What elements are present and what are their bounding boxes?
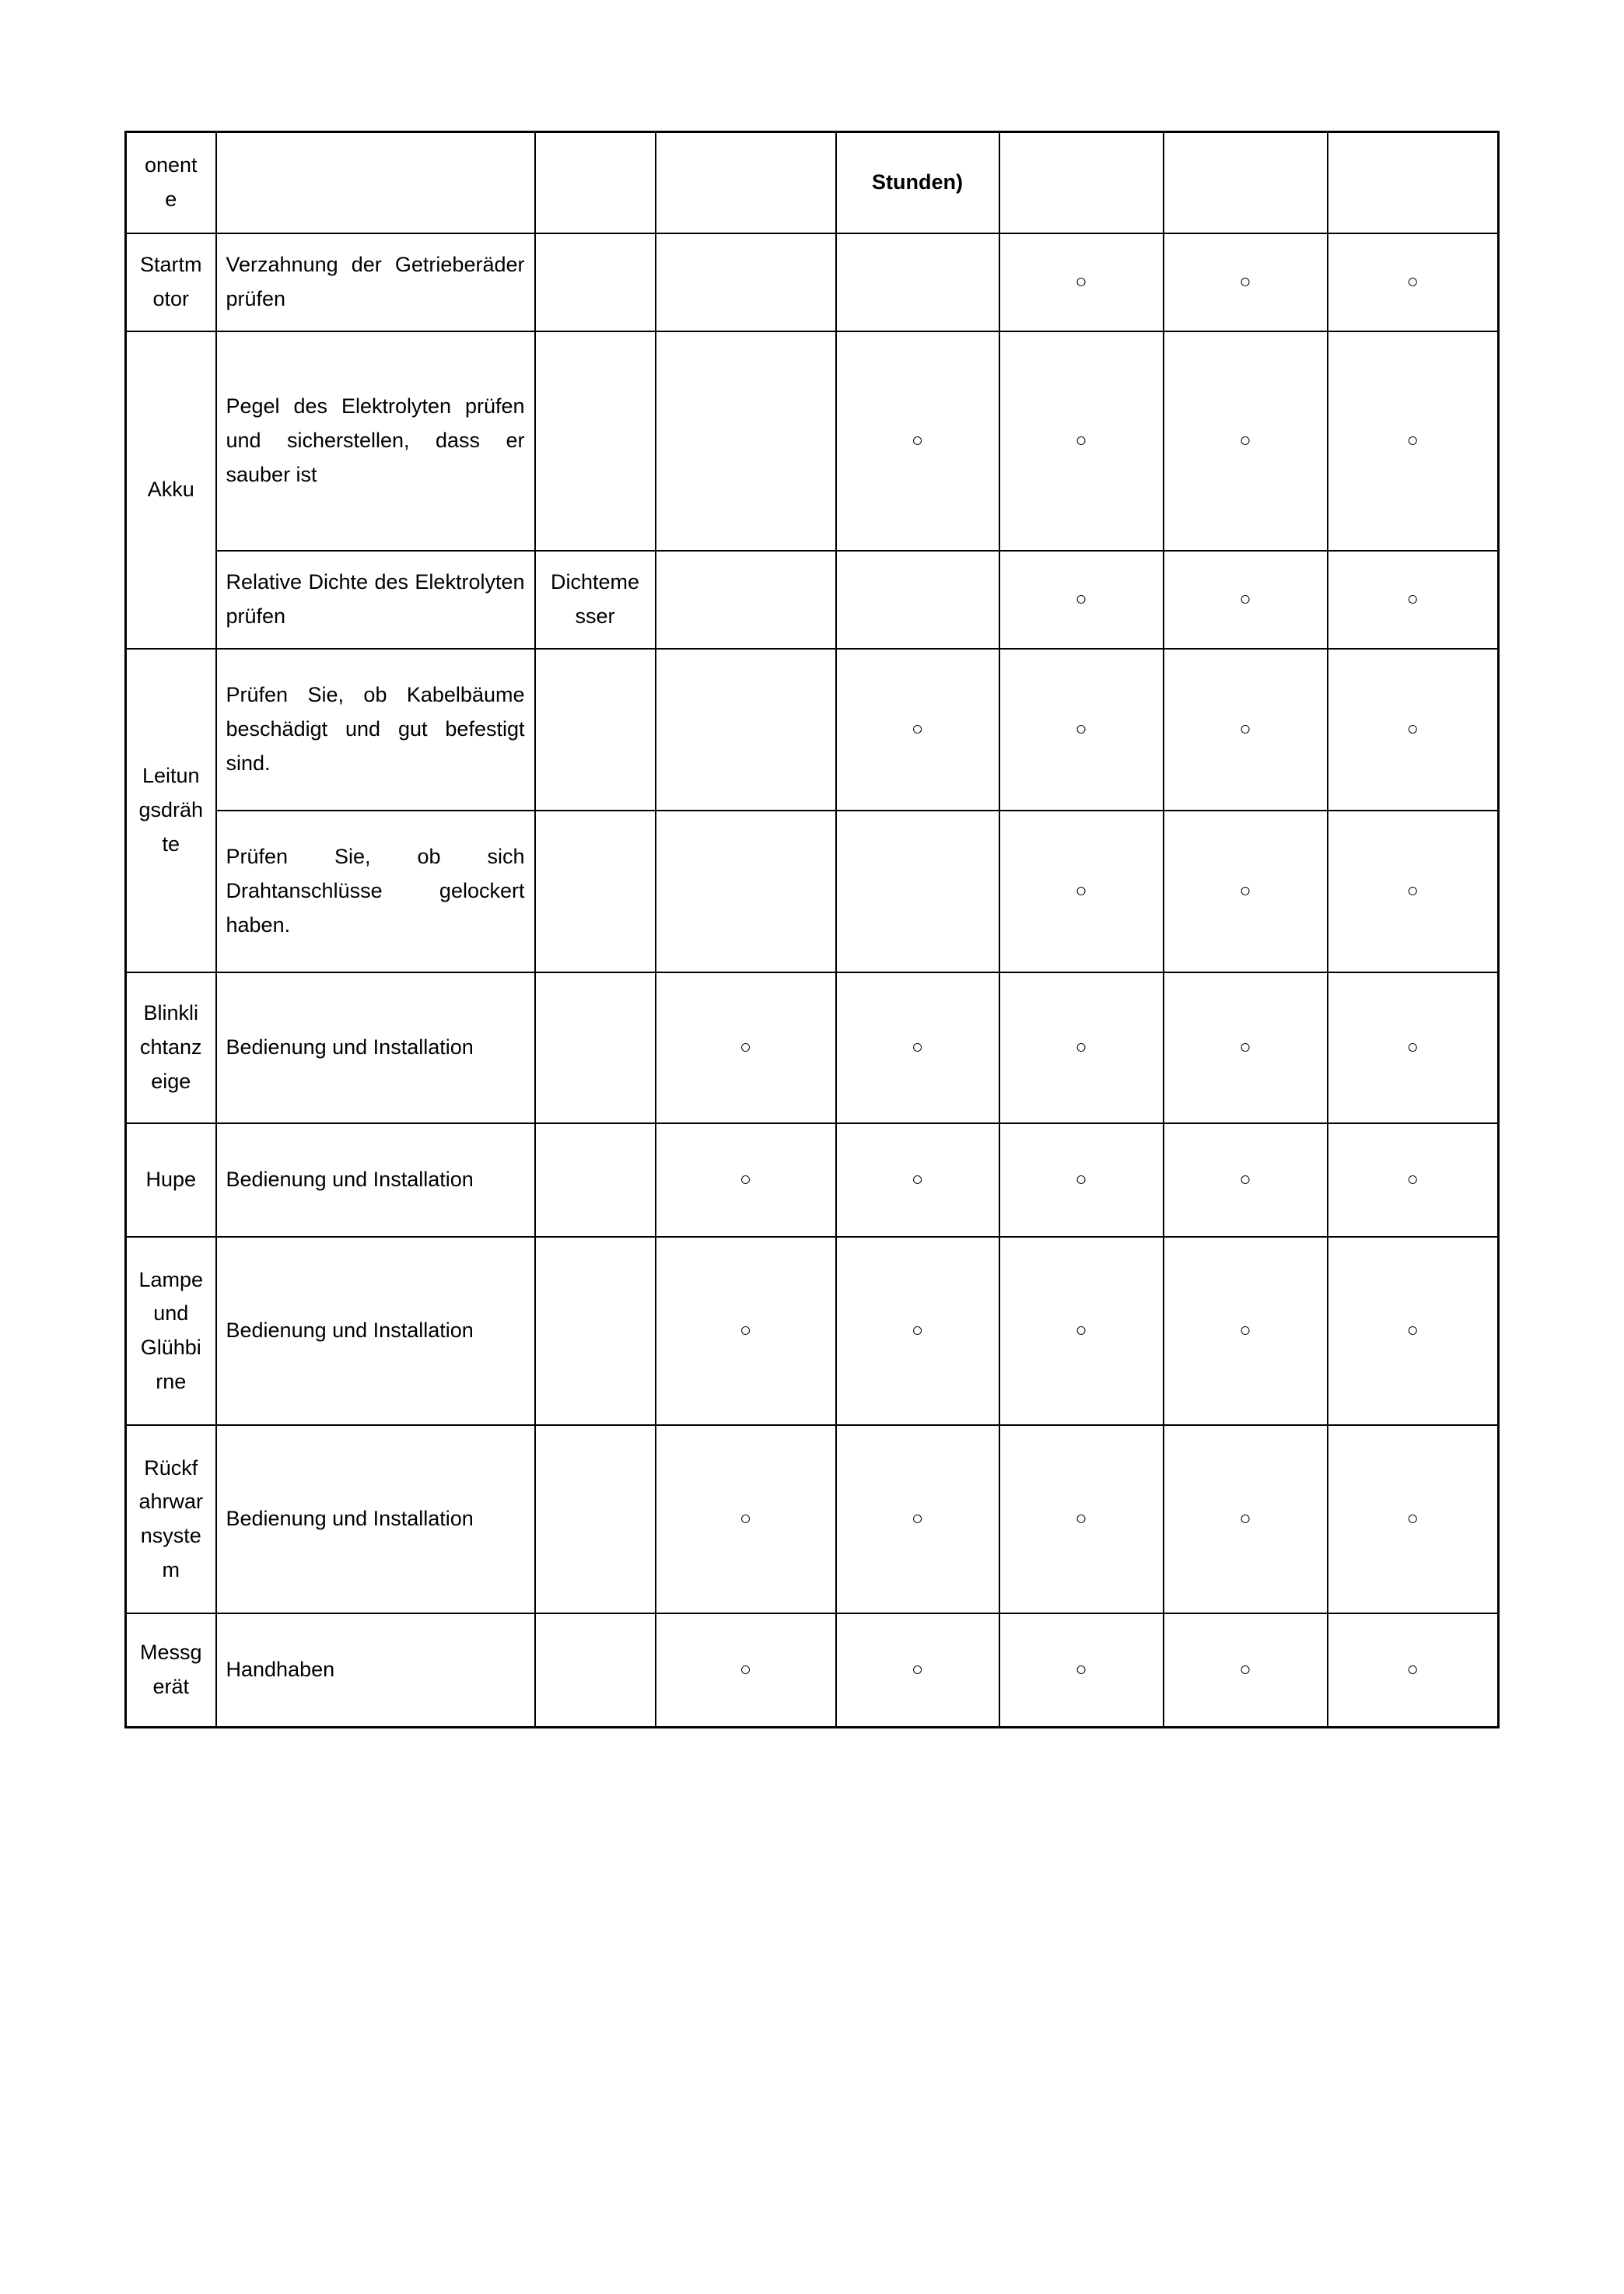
check-mark-icon: ○ xyxy=(1075,271,1087,293)
header-interval-2-text: Stunden) xyxy=(872,170,963,194)
check-mark-icon: ○ xyxy=(1075,1508,1087,1530)
row-task xyxy=(216,649,535,811)
row-mark-1 xyxy=(656,972,836,1123)
row-component xyxy=(126,1613,216,1728)
row-mark-5 xyxy=(1328,233,1499,331)
row-task-text: Verzahnung der Getrieberäder prüfen xyxy=(226,253,525,310)
row-mark-5 xyxy=(1328,972,1499,1123)
row-mark-1 xyxy=(656,331,836,551)
check-mark-icon: ○ xyxy=(739,1319,752,1342)
row-mark-3 xyxy=(999,1613,1164,1728)
row-task xyxy=(216,1237,535,1425)
check-mark-icon: ○ xyxy=(911,718,924,741)
row-component xyxy=(126,1425,216,1613)
row-mark-2 xyxy=(836,649,999,811)
row-mark-2 xyxy=(836,551,999,649)
check-mark-icon: ○ xyxy=(911,429,924,452)
row-tool xyxy=(535,649,656,811)
row-mark-2 xyxy=(836,1425,999,1613)
row-component-text: Rückf ahrwar nsyste m xyxy=(138,1455,204,1581)
check-mark-icon: ○ xyxy=(739,1168,752,1191)
check-mark-icon: ○ xyxy=(1406,880,1419,902)
header-interval-2 xyxy=(836,132,999,234)
check-mark-icon: ○ xyxy=(1239,1168,1251,1191)
row-task xyxy=(216,331,535,551)
check-mark-icon: ○ xyxy=(1075,1168,1087,1191)
check-mark-icon: ○ xyxy=(1406,1658,1419,1681)
row-task xyxy=(216,972,535,1123)
row-tool xyxy=(535,811,656,972)
row-component xyxy=(126,1123,216,1237)
row-component-text: Akku xyxy=(147,478,194,502)
row-component-text: Leitun gsdräh te xyxy=(138,764,204,856)
row-mark-1 xyxy=(656,1237,836,1425)
check-mark-icon: ○ xyxy=(1239,588,1251,611)
check-mark-icon: ○ xyxy=(1075,429,1087,452)
row-component-text: Lampe und Glühbi rne xyxy=(138,1267,204,1393)
row-mark-1 xyxy=(656,1123,836,1237)
check-mark-icon: ○ xyxy=(1239,880,1251,902)
check-mark-icon: ○ xyxy=(1075,1658,1087,1681)
row-task xyxy=(216,1613,535,1728)
header-interval-1 xyxy=(656,132,836,234)
row-component-text: Hupe xyxy=(145,1168,197,1192)
row-mark-4 xyxy=(1164,811,1328,972)
row-mark-2 xyxy=(836,331,999,551)
row-task-text: Bedienung und Installation xyxy=(226,1168,474,1192)
row-mark-1 xyxy=(656,551,836,649)
row-mark-1 xyxy=(656,649,836,811)
row-mark-4 xyxy=(1164,233,1328,331)
check-mark-icon: ○ xyxy=(1239,1319,1251,1342)
row-mark-1 xyxy=(656,811,836,972)
row-task xyxy=(216,811,535,972)
row-task-text: Bedienung und Installation xyxy=(226,1507,474,1531)
check-mark-icon: ○ xyxy=(1406,429,1419,452)
check-mark-icon: ○ xyxy=(1239,1508,1251,1530)
table-header-row xyxy=(126,132,1499,234)
row-task-text: Pegel des Elektrolyten prüfen und sicherstellen, dass er sauber ist xyxy=(226,394,525,486)
table-row xyxy=(126,1613,1499,1728)
row-mark-1 xyxy=(656,1425,836,1613)
check-mark-icon: ○ xyxy=(1406,718,1419,741)
check-mark-icon: ○ xyxy=(911,1658,924,1681)
row-tool xyxy=(535,1123,656,1237)
check-mark-icon: ○ xyxy=(1406,1036,1419,1059)
row-mark-4 xyxy=(1164,331,1328,551)
check-mark-icon: ○ xyxy=(739,1036,752,1059)
row-task-text: Bedienung und Installation xyxy=(226,1035,474,1059)
row-component-text: Messg erät xyxy=(139,1641,202,1698)
row-tool xyxy=(535,551,656,649)
row-mark-5 xyxy=(1328,649,1499,811)
table-row xyxy=(126,233,1499,331)
row-mark-3 xyxy=(999,1237,1164,1425)
row-mark-5 xyxy=(1328,1237,1499,1425)
table-row xyxy=(126,1237,1499,1425)
check-mark-icon: ○ xyxy=(1075,1319,1087,1342)
row-mark-4 xyxy=(1164,1613,1328,1728)
row-task-text: Bedienung und Installation xyxy=(226,1319,474,1343)
check-mark-icon: ○ xyxy=(911,1168,924,1191)
table-row xyxy=(126,972,1499,1123)
row-mark-4 xyxy=(1164,649,1328,811)
row-mark-4 xyxy=(1164,1123,1328,1237)
maintenance-table-container xyxy=(124,131,1497,1728)
header-component-text: onent e xyxy=(144,153,198,211)
row-mark-3 xyxy=(999,972,1164,1123)
table-row xyxy=(126,1425,1499,1613)
check-mark-icon: ○ xyxy=(1075,718,1087,741)
row-task xyxy=(216,1425,535,1613)
check-mark-icon: ○ xyxy=(1239,1658,1251,1681)
header-interval-3 xyxy=(999,132,1164,234)
row-tool xyxy=(535,1613,656,1728)
row-mark-3 xyxy=(999,1123,1164,1237)
row-mark-3 xyxy=(999,1425,1164,1613)
row-mark-4 xyxy=(1164,972,1328,1123)
row-mark-1 xyxy=(656,233,836,331)
check-mark-icon: ○ xyxy=(1406,1168,1419,1191)
check-mark-icon: ○ xyxy=(1075,588,1087,611)
header-tool xyxy=(535,132,656,234)
check-mark-icon: ○ xyxy=(1075,1036,1087,1059)
table-row xyxy=(126,811,1499,972)
row-mark-5 xyxy=(1328,1613,1499,1728)
row-component xyxy=(126,972,216,1123)
check-mark-icon: ○ xyxy=(1406,271,1419,293)
check-mark-icon: ○ xyxy=(1239,718,1251,741)
row-task-text: Prüfen Sie, ob Kabelbäume beschädigt und gut befestigt sind. xyxy=(226,683,525,775)
row-mark-2 xyxy=(836,1237,999,1425)
row-component-text: Startm otor xyxy=(139,253,202,310)
row-mark-4 xyxy=(1164,551,1328,649)
row-tool xyxy=(535,1425,656,1613)
table-row xyxy=(126,649,1499,811)
table-row xyxy=(126,331,1499,551)
row-mark-3 xyxy=(999,331,1164,551)
row-mark-5 xyxy=(1328,1123,1499,1237)
check-mark-icon: ○ xyxy=(911,1508,924,1530)
row-mark-1 xyxy=(656,1613,836,1728)
row-tool-text: Dichteme sser xyxy=(550,570,640,628)
row-task xyxy=(216,551,535,649)
row-task-text: Handhaben xyxy=(226,1658,335,1682)
row-mark-3 xyxy=(999,233,1164,331)
check-mark-icon: ○ xyxy=(1075,880,1087,902)
row-mark-2 xyxy=(836,972,999,1123)
table-row xyxy=(126,1123,1499,1237)
row-mark-3 xyxy=(999,649,1164,811)
row-component xyxy=(126,649,216,972)
row-mark-2 xyxy=(836,1613,999,1728)
check-mark-icon: ○ xyxy=(1239,1036,1251,1059)
row-mark-2 xyxy=(836,1123,999,1237)
check-mark-icon: ○ xyxy=(1239,271,1251,293)
check-mark-icon: ○ xyxy=(739,1508,752,1530)
row-tool xyxy=(535,331,656,551)
row-mark-5 xyxy=(1328,551,1499,649)
row-tool xyxy=(535,1237,656,1425)
table-body xyxy=(126,132,1499,1728)
row-mark-3 xyxy=(999,811,1164,972)
check-mark-icon: ○ xyxy=(1406,588,1419,611)
row-task xyxy=(216,1123,535,1237)
row-tool xyxy=(535,972,656,1123)
row-mark-5 xyxy=(1328,331,1499,551)
row-mark-4 xyxy=(1164,1237,1328,1425)
row-mark-3 xyxy=(999,551,1164,649)
check-mark-icon: ○ xyxy=(911,1319,924,1342)
check-mark-icon: ○ xyxy=(1406,1319,1419,1342)
row-mark-4 xyxy=(1164,1425,1328,1613)
header-interval-5 xyxy=(1328,132,1499,234)
table-row xyxy=(126,551,1499,649)
check-mark-icon: ○ xyxy=(1406,1508,1419,1530)
header-task xyxy=(216,132,535,234)
maintenance-table xyxy=(124,131,1500,1728)
row-component xyxy=(126,233,216,331)
row-task-text: Prüfen Sie, ob sich Drahtanschlüsse gelockert haben. xyxy=(226,845,525,937)
row-mark-2 xyxy=(836,811,999,972)
row-tool xyxy=(535,233,656,331)
row-component xyxy=(126,331,216,649)
check-mark-icon: ○ xyxy=(911,1036,924,1059)
header-component xyxy=(126,132,216,234)
row-task-text: Relative Dichte des Elektrolyten prüfen xyxy=(226,570,525,628)
row-mark-5 xyxy=(1328,811,1499,972)
header-interval-4 xyxy=(1164,132,1328,234)
check-mark-icon: ○ xyxy=(739,1658,752,1681)
row-mark-2 xyxy=(836,233,999,331)
check-mark-icon: ○ xyxy=(1239,429,1251,452)
row-mark-5 xyxy=(1328,1425,1499,1613)
row-component xyxy=(126,1237,216,1425)
row-task xyxy=(216,233,535,331)
row-component-text: Blinkli chtanz eige xyxy=(139,1001,202,1093)
